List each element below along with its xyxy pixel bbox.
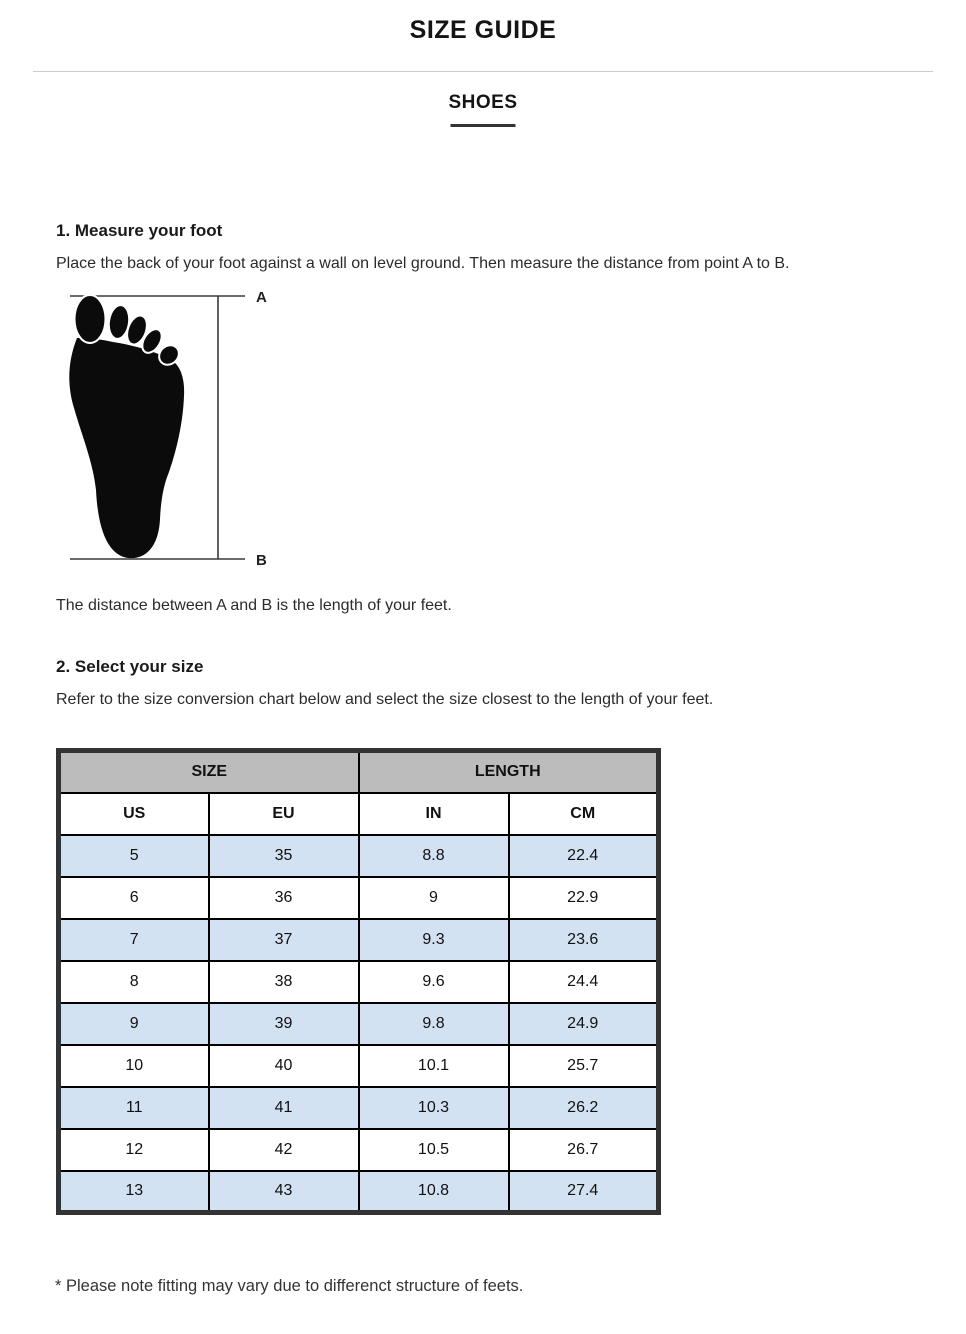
- table-row: [59, 919, 659, 961]
- table-cell: 8.8: [359, 835, 509, 877]
- table-body: [59, 835, 659, 1213]
- column-header-cm: CM: [509, 793, 659, 835]
- table-cell: 10: [59, 1045, 209, 1087]
- table-cell: 10.1: [359, 1045, 509, 1087]
- table-cell: 12: [59, 1129, 209, 1171]
- table-cell: 43: [209, 1171, 359, 1213]
- table-row: [59, 1003, 659, 1045]
- table-cell: 8: [59, 961, 209, 1003]
- table-row: [59, 1087, 659, 1129]
- table-cell: 37: [209, 919, 359, 961]
- table-cell: 22.9: [509, 877, 659, 919]
- table-cell: 5: [59, 835, 209, 877]
- table-cell: 9.8: [359, 1003, 509, 1045]
- step2-heading: 2. Select your size: [56, 657, 204, 676]
- table-cell: 23.6: [509, 919, 659, 961]
- table-row: [59, 835, 659, 877]
- table-cell: 22.4: [509, 835, 659, 877]
- table-cell: 35: [209, 835, 359, 877]
- table-cell: 27.4: [509, 1171, 659, 1213]
- point-a-label: A: [256, 289, 267, 306]
- table-cell: 10.3: [359, 1087, 509, 1129]
- table-row: [59, 961, 659, 1003]
- table-cell: 13: [59, 1171, 209, 1213]
- point-b-label: B: [256, 552, 267, 569]
- table-cell: 6: [59, 877, 209, 919]
- table-cell: 26.2: [509, 1087, 659, 1129]
- table-cell: 41: [209, 1087, 359, 1129]
- table-cell: 9.6: [359, 961, 509, 1003]
- table-cell: 10.8: [359, 1171, 509, 1213]
- footnote: * Please note fitting may vary due to differenct structure of feets.: [55, 1277, 524, 1295]
- step1-heading: 1. Measure your foot: [56, 221, 223, 240]
- table-cell: 38: [209, 961, 359, 1003]
- size-group-header: SIZE: [59, 751, 359, 793]
- table-cell: 25.7: [509, 1045, 659, 1087]
- category-title: SHOES: [448, 92, 518, 113]
- column-header-in: IN: [359, 793, 509, 835]
- table-row: [59, 1045, 659, 1087]
- table-cell: 9: [59, 1003, 209, 1045]
- table-cell: 9: [359, 877, 509, 919]
- table-row: [59, 1129, 659, 1171]
- foot-measurement-diagram-icon: [50, 286, 290, 578]
- table-row: [59, 1171, 659, 1213]
- table-cell: 11: [59, 1087, 209, 1129]
- step2-description: Refer to the size conversion chart below and select the size closest to the length of your feet.: [56, 691, 714, 708]
- category-underline: [451, 124, 516, 127]
- table-cell: 26.7: [509, 1129, 659, 1171]
- page-title: SIZE GUIDE: [409, 16, 557, 44]
- table-cell: 24.9: [509, 1003, 659, 1045]
- table-cell: 36: [209, 877, 359, 919]
- table-column-header-row: [59, 793, 659, 835]
- column-header-us: US: [59, 793, 209, 835]
- size-conversion-table: [56, 748, 661, 1215]
- step1-description: Place the back of your foot against a wall on level ground. Then measure the distance from point A to B.: [56, 255, 790, 272]
- step1-note: The distance between A and B is the length of your feet.: [56, 597, 452, 614]
- column-header-eu: EU: [209, 793, 359, 835]
- table-cell: 39: [209, 1003, 359, 1045]
- table-cell: 9.3: [359, 919, 509, 961]
- table-cell: 10.5: [359, 1129, 509, 1171]
- big-toe-shape: [75, 295, 106, 343]
- table-row: [59, 877, 659, 919]
- foot-sole-shape: [69, 338, 184, 558]
- divider: [33, 71, 933, 72]
- table-group-header-row: [59, 751, 659, 793]
- table-cell: 24.4: [509, 961, 659, 1003]
- length-group-header: LENGTH: [359, 751, 659, 793]
- table-cell: 40: [209, 1045, 359, 1087]
- table-cell: 42: [209, 1129, 359, 1171]
- table-cell: 7: [59, 919, 209, 961]
